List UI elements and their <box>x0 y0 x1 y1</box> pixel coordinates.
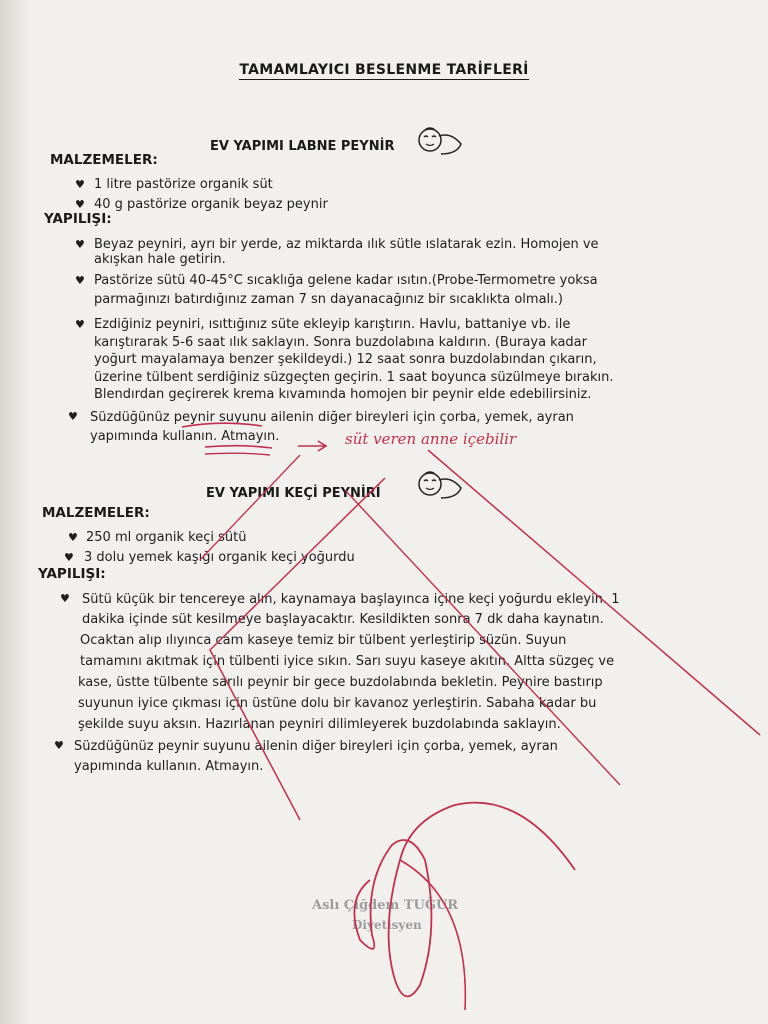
dietitian-stamp-name: Aslı Çiğdem TUĞUR <box>312 898 459 913</box>
recipe2-step-line: Sütü küçük bir tencereye alın, kaynamaya başlayınca içine keçi yoğurdu ekleyin. 1 <box>82 592 620 607</box>
recipe1-steps-label: YAPILIŞI: <box>44 211 112 227</box>
recipe1-step-line: Süzdüğünüz peynir suyunu ailenin diğer bireyleri için çorba, yemek, ayran <box>90 410 574 425</box>
pen-arrow <box>298 441 326 451</box>
heart-bullet-icon: ♥ <box>68 410 78 423</box>
pen-underline <box>182 423 262 427</box>
recipe1-heading: EV YAPIMI LABNE PEYNİR <box>210 139 395 154</box>
recipe2-heading: EV YAPIMI KEÇİ PEYNİRİ <box>206 486 381 501</box>
recipe1-step-line: karıştırarak 5-6 saat ılık saklayın. Sonra buzdolabına kaldırın. (Buraya kadar <box>94 335 587 350</box>
recipe1-step-line: akışkan hale getirin. <box>94 252 226 267</box>
recipe2-step-line: kase, üstte tülbente sarılı peynir bir gece buzdolabında bekletin. Peynire bastırıp <box>78 675 603 690</box>
pen-underline <box>205 453 270 455</box>
heart-bullet-icon: ♥ <box>75 274 85 287</box>
recipe1-step-line: parmağınızı batırdığınız zaman 7 sn dayanacağınız bir sıcaklıkta olmalı.) <box>94 292 563 307</box>
recipe1-step-line: Pastörize sütü 40-45°C sıcaklığa gelene kadar ısıtın.(Probe-Termometre yoksa <box>94 273 598 288</box>
recipe1-step-line: üzerine tülbent serdiğiniz süzgeçten geçirin. 1 saat boyunca süzülmeye bırakın. <box>94 370 614 385</box>
recipe1-ingredient: 1 litre pastörize organik süt <box>94 177 273 192</box>
recipe2-step-line: Ocaktan alıp ılıyınca cam kaseye temiz bir tülbent yerleştirip süzün. Suyun <box>80 633 567 648</box>
heart-bullet-icon: ♥ <box>60 592 70 605</box>
pen-cross-line <box>210 478 385 820</box>
heart-bullet-icon: ♥ <box>75 198 85 211</box>
recipe1-ingredients-label: MALZEMELER: <box>50 152 158 168</box>
heart-bullet-icon: ♥ <box>75 178 85 191</box>
recipe2-step-line: tamamını akıtmak için tülbenti iyice sıkın. Sarı suyu kaseye akıtın. Altta süzgeç ve <box>80 654 615 669</box>
dietitian-stamp-role: Diyetisyen <box>352 918 422 932</box>
pen-underline <box>205 446 272 448</box>
heart-bullet-icon: ♥ <box>64 551 74 564</box>
recipe2-ingredient: 250 ml organik keçi sütü <box>86 530 247 545</box>
recipe1-step-line: Ezdiğiniz peyniri, ısıttığınız süte ekleyip karıştırın. Havlu, battaniye vb. ile <box>94 317 571 332</box>
heart-bullet-icon: ♥ <box>75 318 85 331</box>
recipe2-step-line: şekilde suyu aksın. Hazırlanan peyniri dilimleyerek buzdolabında saklayın. <box>78 717 561 732</box>
recipe2-ingredient: 3 dolu yemek kaşığı organik keçi yoğurdu <box>84 550 355 565</box>
recipe2-step-line: yapımında kullanın. Atmayın. <box>74 759 264 774</box>
recipe2-step-line: dakika içinde süt kesilmeye başlayacaktır. Kesildikten sonra 7 dk daha kaynatın. <box>82 612 604 627</box>
recipe1-step-line: yoğurt mayalamaya benzer şekildeydi.) 12 saat sonra buzdolabından çıkarın, <box>94 352 597 367</box>
recipe2-step-line: Süzdüğünüz peynir suyunu ailenin diğer bireyleri için çorba, yemek, ayran <box>74 739 558 754</box>
pen-cross-line <box>200 455 300 560</box>
recipe1-step-line: Blendırdan geçirerek krema kıvamında homojen bir peynir elde edebilirsiniz. <box>94 387 592 402</box>
recipe2-ingredients-label: MALZEMELER: <box>42 505 150 521</box>
signature <box>400 860 465 1010</box>
signature <box>354 803 575 997</box>
recipe1-ingredient: 40 g pastörize organik beyaz peynir <box>94 197 328 212</box>
recipe1-step-line: yapımında kullanın. Atmayın. <box>90 429 280 444</box>
recipe1-step-line: Beyaz peyniri, ayrı bir yerde, az miktarda ılık sütle ıslatarak ezin. Homojen ve <box>94 237 599 252</box>
heart-bullet-icon: ♥ <box>68 531 78 544</box>
recipe2-steps-label: YAPILIŞI: <box>38 566 106 582</box>
recipe2-step-line: suyunun iyice çıkması için üstüne dolu bir kavanoz yerleştirin. Sabaha kadar bu <box>78 696 597 711</box>
heart-bullet-icon: ♥ <box>75 238 85 251</box>
handwritten-note: süt veren anne içebilir <box>345 430 517 448</box>
document-title: TAMAMLAYICI BESLENME TARİFLERİ <box>239 62 529 78</box>
pen-cross-line <box>345 490 620 785</box>
heart-bullet-icon: ♥ <box>54 739 64 752</box>
pen-cross-line <box>428 450 760 735</box>
